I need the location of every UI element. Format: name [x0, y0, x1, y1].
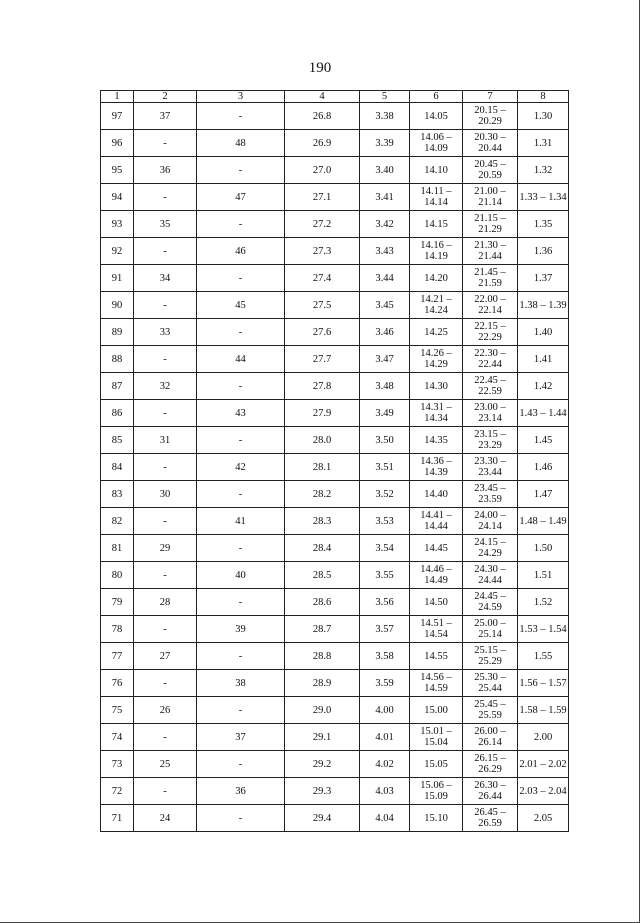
- table-row: [101, 130, 569, 157]
- table-cell: 1.55: [518, 643, 569, 670]
- table-cell: 14.41 – 14.44: [410, 508, 463, 535]
- table-cell: 14.40: [410, 481, 463, 508]
- table-cell: -: [197, 157, 285, 184]
- table-cell: 28.5: [285, 562, 360, 589]
- table-cell: 20.15 – 20.29: [463, 103, 518, 130]
- table-cell: 80: [101, 562, 134, 589]
- table-row: [101, 778, 569, 805]
- table-cell: 78: [101, 616, 134, 643]
- table-cell: 26.8: [285, 103, 360, 130]
- table-cell: 85: [101, 427, 134, 454]
- table-row: [101, 400, 569, 427]
- column-header: 7: [463, 91, 518, 103]
- table-cell: -: [134, 616, 197, 643]
- table-cell: 71: [101, 805, 134, 832]
- table-cell: 14.20: [410, 265, 463, 292]
- table-row: [101, 454, 569, 481]
- table-cell: 14.46 – 14.49: [410, 562, 463, 589]
- table-cell: 4.00: [360, 697, 410, 724]
- table-cell: 1.53 – 1.54: [518, 616, 569, 643]
- table-cell: 4.02: [360, 751, 410, 778]
- table-cell: 29.2: [285, 751, 360, 778]
- table-cell: -: [197, 697, 285, 724]
- table-cell: 3.38: [360, 103, 410, 130]
- table-cell: 3.48: [360, 373, 410, 400]
- table-cell: -: [134, 292, 197, 319]
- table-cell: 1.48 – 1.49: [518, 508, 569, 535]
- table-cell: 3.46: [360, 319, 410, 346]
- table-cell: -: [134, 562, 197, 589]
- table-cell: 21.45 – 21.59: [463, 265, 518, 292]
- table-cell: 14.15: [410, 211, 463, 238]
- table-cell: 76: [101, 670, 134, 697]
- table-cell: 28.6: [285, 589, 360, 616]
- table-cell: -: [134, 724, 197, 751]
- table-cell: 96: [101, 130, 134, 157]
- table-cell: 14.36 – 14.39: [410, 454, 463, 481]
- table-cell: -: [134, 778, 197, 805]
- table-cell: 21.15 – 21.29: [463, 211, 518, 238]
- table-cell: 23.45 – 23.59: [463, 481, 518, 508]
- table-cell: 22.30 – 22.44: [463, 346, 518, 373]
- table-cell: 73: [101, 751, 134, 778]
- table-cell: 4.03: [360, 778, 410, 805]
- table-cell: 25.15 – 25.29: [463, 643, 518, 670]
- table-cell: 21.00 – 21.14: [463, 184, 518, 211]
- table-cell: 40: [197, 562, 285, 589]
- table-cell: 23.00 – 23.14: [463, 400, 518, 427]
- table-cell: 3.52: [360, 481, 410, 508]
- table-cell: 25.45 – 25.59: [463, 697, 518, 724]
- table-cell: 29.3: [285, 778, 360, 805]
- table-cell: 91: [101, 265, 134, 292]
- table-cell: 3.40: [360, 157, 410, 184]
- table-row: [101, 589, 569, 616]
- column-header: 2: [134, 91, 197, 103]
- table-cell: -: [134, 670, 197, 697]
- table-cell: 14.16 – 14.19: [410, 238, 463, 265]
- table-cell: 83: [101, 481, 134, 508]
- table-cell: 3.59: [360, 670, 410, 697]
- table-cell: -: [197, 481, 285, 508]
- table-row: [101, 616, 569, 643]
- table-cell: 1.50: [518, 535, 569, 562]
- table-cell: 26.15 – 26.29: [463, 751, 518, 778]
- table-cell: 24.15 – 24.29: [463, 535, 518, 562]
- column-header: 6: [410, 91, 463, 103]
- table-cell: 3.55: [360, 562, 410, 589]
- table-cell: 14.51 – 14.54: [410, 616, 463, 643]
- table-cell: 27.4: [285, 265, 360, 292]
- table-row: [101, 373, 569, 400]
- table-row: [101, 184, 569, 211]
- table-cell: 1.47: [518, 481, 569, 508]
- table-cell: 26.45 – 26.59: [463, 805, 518, 832]
- table-cell: -: [197, 103, 285, 130]
- table-cell: -: [197, 265, 285, 292]
- table-cell: -: [134, 454, 197, 481]
- table-cell: 1.42: [518, 373, 569, 400]
- table-cell: 3.57: [360, 616, 410, 643]
- table-cell: 23.30 – 23.44: [463, 454, 518, 481]
- table-cell: 26: [134, 697, 197, 724]
- table-cell: 93: [101, 211, 134, 238]
- table-header: [101, 91, 569, 103]
- column-header: 3: [197, 91, 285, 103]
- table-cell: 1.41: [518, 346, 569, 373]
- table-cell: 31: [134, 427, 197, 454]
- table-cell: 29.0: [285, 697, 360, 724]
- table-cell: 34: [134, 265, 197, 292]
- table-cell: 24.45 – 24.59: [463, 589, 518, 616]
- table-cell: -: [197, 535, 285, 562]
- table-cell: 39: [197, 616, 285, 643]
- table-cell: 42: [197, 454, 285, 481]
- table-cell: 27.3: [285, 238, 360, 265]
- table-cell: 3.56: [360, 589, 410, 616]
- table-cell: 4.04: [360, 805, 410, 832]
- table-cell: 4.01: [360, 724, 410, 751]
- table-cell: 2.00: [518, 724, 569, 751]
- table-cell: 28.3: [285, 508, 360, 535]
- table-row: [101, 643, 569, 670]
- column-header: 4: [285, 91, 360, 103]
- table-cell: 35: [134, 211, 197, 238]
- table-cell: 81: [101, 535, 134, 562]
- table-cell: 48: [197, 130, 285, 157]
- table-cell: 14.10: [410, 157, 463, 184]
- table-cell: 28.4: [285, 535, 360, 562]
- table-cell: 37: [197, 724, 285, 751]
- table-cell: 14.35: [410, 427, 463, 454]
- table-cell: 28.2: [285, 481, 360, 508]
- table-cell: 47: [197, 184, 285, 211]
- table-cell: 28.0: [285, 427, 360, 454]
- table-cell: 97: [101, 103, 134, 130]
- table-cell: 1.35: [518, 211, 569, 238]
- table-cell: 24: [134, 805, 197, 832]
- table-cell: 27.8: [285, 373, 360, 400]
- table-cell: 14.30: [410, 373, 463, 400]
- table-cell: 3.50: [360, 427, 410, 454]
- table-cell: 27.6: [285, 319, 360, 346]
- table-cell: 1.31: [518, 130, 569, 157]
- table-row: [101, 697, 569, 724]
- table-cell: 25.30 – 25.44: [463, 670, 518, 697]
- table-cell: 75: [101, 697, 134, 724]
- table-cell: 1.33 – 1.34: [518, 184, 569, 211]
- table-row: [101, 265, 569, 292]
- table-cell: 15.00: [410, 697, 463, 724]
- table-cell: -: [134, 508, 197, 535]
- table-cell: 72: [101, 778, 134, 805]
- table-row: [101, 346, 569, 373]
- table-cell: 1.45: [518, 427, 569, 454]
- table-cell: 28.9: [285, 670, 360, 697]
- table-cell: 28.1: [285, 454, 360, 481]
- table-cell: 3.44: [360, 265, 410, 292]
- table-row: [101, 103, 569, 130]
- table-row: [101, 157, 569, 184]
- table-cell: 32: [134, 373, 197, 400]
- table-cell: 79: [101, 589, 134, 616]
- table-cell: 14.50: [410, 589, 463, 616]
- table-cell: -: [197, 211, 285, 238]
- table-cell: 26.00 – 26.14: [463, 724, 518, 751]
- table-cell: 27.7: [285, 346, 360, 373]
- table-cell: 1.46: [518, 454, 569, 481]
- table-cell: 92: [101, 238, 134, 265]
- table-cell: 41: [197, 508, 285, 535]
- table-cell: 3.42: [360, 211, 410, 238]
- table-cell: 20.30 – 20.44: [463, 130, 518, 157]
- table-cell: 84: [101, 454, 134, 481]
- table-cell: -: [134, 184, 197, 211]
- table-cell: 22.45 – 22.59: [463, 373, 518, 400]
- table-cell: 3.49: [360, 400, 410, 427]
- table-cell: -: [197, 805, 285, 832]
- table-cell: 77: [101, 643, 134, 670]
- table-cell: 14.06 – 14.09: [410, 130, 463, 157]
- table-cell: 82: [101, 508, 134, 535]
- table-cell: 14.25: [410, 319, 463, 346]
- table-cell: 15.06 – 15.09: [410, 778, 463, 805]
- table-cell: 38: [197, 670, 285, 697]
- results-table: [100, 90, 569, 832]
- table-cell: 15.05: [410, 751, 463, 778]
- table-cell: 1.36: [518, 238, 569, 265]
- table-cell: 14.11 – 14.14: [410, 184, 463, 211]
- table-header-row: [101, 91, 569, 103]
- table-cell: -: [197, 643, 285, 670]
- table-cell: 43: [197, 400, 285, 427]
- table-cell: 14.31 – 14.34: [410, 400, 463, 427]
- table-cell: 28.7: [285, 616, 360, 643]
- table-cell: 26.30 – 26.44: [463, 778, 518, 805]
- table-cell: 24.30 – 24.44: [463, 562, 518, 589]
- table-row: [101, 670, 569, 697]
- table-cell: 95: [101, 157, 134, 184]
- table-cell: 74: [101, 724, 134, 751]
- table-body: [101, 103, 569, 832]
- table-cell: 23.15 – 23.29: [463, 427, 518, 454]
- table-cell: 36: [134, 157, 197, 184]
- table-cell: 15.01 – 15.04: [410, 724, 463, 751]
- table-row: [101, 238, 569, 265]
- table-cell: -: [197, 427, 285, 454]
- table-cell: 3.45: [360, 292, 410, 319]
- table-cell: 28: [134, 589, 197, 616]
- table-cell: 1.58 – 1.59: [518, 697, 569, 724]
- table-row: [101, 211, 569, 238]
- column-header: 5: [360, 91, 410, 103]
- table-cell: 2.01 – 2.02: [518, 751, 569, 778]
- table-cell: 1.32: [518, 157, 569, 184]
- table-cell: 44: [197, 346, 285, 373]
- table-cell: 3.43: [360, 238, 410, 265]
- table-row: [101, 535, 569, 562]
- table-cell: 1.51: [518, 562, 569, 589]
- table-cell: 46: [197, 238, 285, 265]
- table-cell: 14.55: [410, 643, 463, 670]
- table-cell: 1.30: [518, 103, 569, 130]
- table-cell: -: [134, 238, 197, 265]
- table-cell: 15.10: [410, 805, 463, 832]
- table-cell: 27.9: [285, 400, 360, 427]
- table-cell: 26.9: [285, 130, 360, 157]
- table-cell: 25.00 – 25.14: [463, 616, 518, 643]
- table-cell: 89: [101, 319, 134, 346]
- table-cell: -: [197, 319, 285, 346]
- table-cell: 29: [134, 535, 197, 562]
- table-cell: 3.51: [360, 454, 410, 481]
- table-cell: 1.43 – 1.44: [518, 400, 569, 427]
- column-header: 8: [518, 91, 569, 103]
- table-row: [101, 562, 569, 589]
- table-cell: 3.54: [360, 535, 410, 562]
- table-cell: 21.30 – 21.44: [463, 238, 518, 265]
- table-cell: 3.41: [360, 184, 410, 211]
- table-cell: -: [134, 346, 197, 373]
- table-cell: 87: [101, 373, 134, 400]
- table-cell: 3.39: [360, 130, 410, 157]
- table-cell: 45: [197, 292, 285, 319]
- table-cell: -: [134, 400, 197, 427]
- table-cell: 3.47: [360, 346, 410, 373]
- table-cell: 29.4: [285, 805, 360, 832]
- table-cell: 27.2: [285, 211, 360, 238]
- column-header: 1: [101, 91, 134, 103]
- table-cell: -: [197, 373, 285, 400]
- table-cell: 27.0: [285, 157, 360, 184]
- table-row: [101, 508, 569, 535]
- table-cell: -: [134, 130, 197, 157]
- table-cell: 1.56 – 1.57: [518, 670, 569, 697]
- table-cell: 33: [134, 319, 197, 346]
- table-row: [101, 481, 569, 508]
- table-cell: 27.1: [285, 184, 360, 211]
- table-cell: 14.21 – 14.24: [410, 292, 463, 319]
- table-cell: 22.15 – 22.29: [463, 319, 518, 346]
- table-cell: 29.1: [285, 724, 360, 751]
- table-cell: 14.26 – 14.29: [410, 346, 463, 373]
- table-row: [101, 427, 569, 454]
- table-cell: 27: [134, 643, 197, 670]
- table-cell: 94: [101, 184, 134, 211]
- table-cell: 2.03 – 2.04: [518, 778, 569, 805]
- table-cell: 86: [101, 400, 134, 427]
- table-cell: 2.05: [518, 805, 569, 832]
- table-cell: 24.00 – 24.14: [463, 508, 518, 535]
- table-row: [101, 292, 569, 319]
- table-cell: 1.38 – 1.39: [518, 292, 569, 319]
- table-cell: 14.56 – 14.59: [410, 670, 463, 697]
- table-cell: 14.05: [410, 103, 463, 130]
- table-cell: -: [197, 589, 285, 616]
- table-cell: 3.58: [360, 643, 410, 670]
- table-cell: 1.37: [518, 265, 569, 292]
- table-cell: -: [197, 751, 285, 778]
- table-cell: 88: [101, 346, 134, 373]
- table-cell: 28.8: [285, 643, 360, 670]
- table-cell: 36: [197, 778, 285, 805]
- table-cell: 25: [134, 751, 197, 778]
- table-cell: 1.40: [518, 319, 569, 346]
- table-cell: 22.00 – 22.14: [463, 292, 518, 319]
- table-cell: 30: [134, 481, 197, 508]
- table-cell: 90: [101, 292, 134, 319]
- table-row: [101, 805, 569, 832]
- table-row: [101, 319, 569, 346]
- table-cell: 1.52: [518, 589, 569, 616]
- table-row: [101, 724, 569, 751]
- table-row: [101, 751, 569, 778]
- table-cell: 27.5: [285, 292, 360, 319]
- page-number: 190: [308, 60, 332, 76]
- table-cell: 37: [134, 103, 197, 130]
- table-cell: 3.53: [360, 508, 410, 535]
- table-cell: 14.45: [410, 535, 463, 562]
- table-cell: 20.45 – 20.59: [463, 157, 518, 184]
